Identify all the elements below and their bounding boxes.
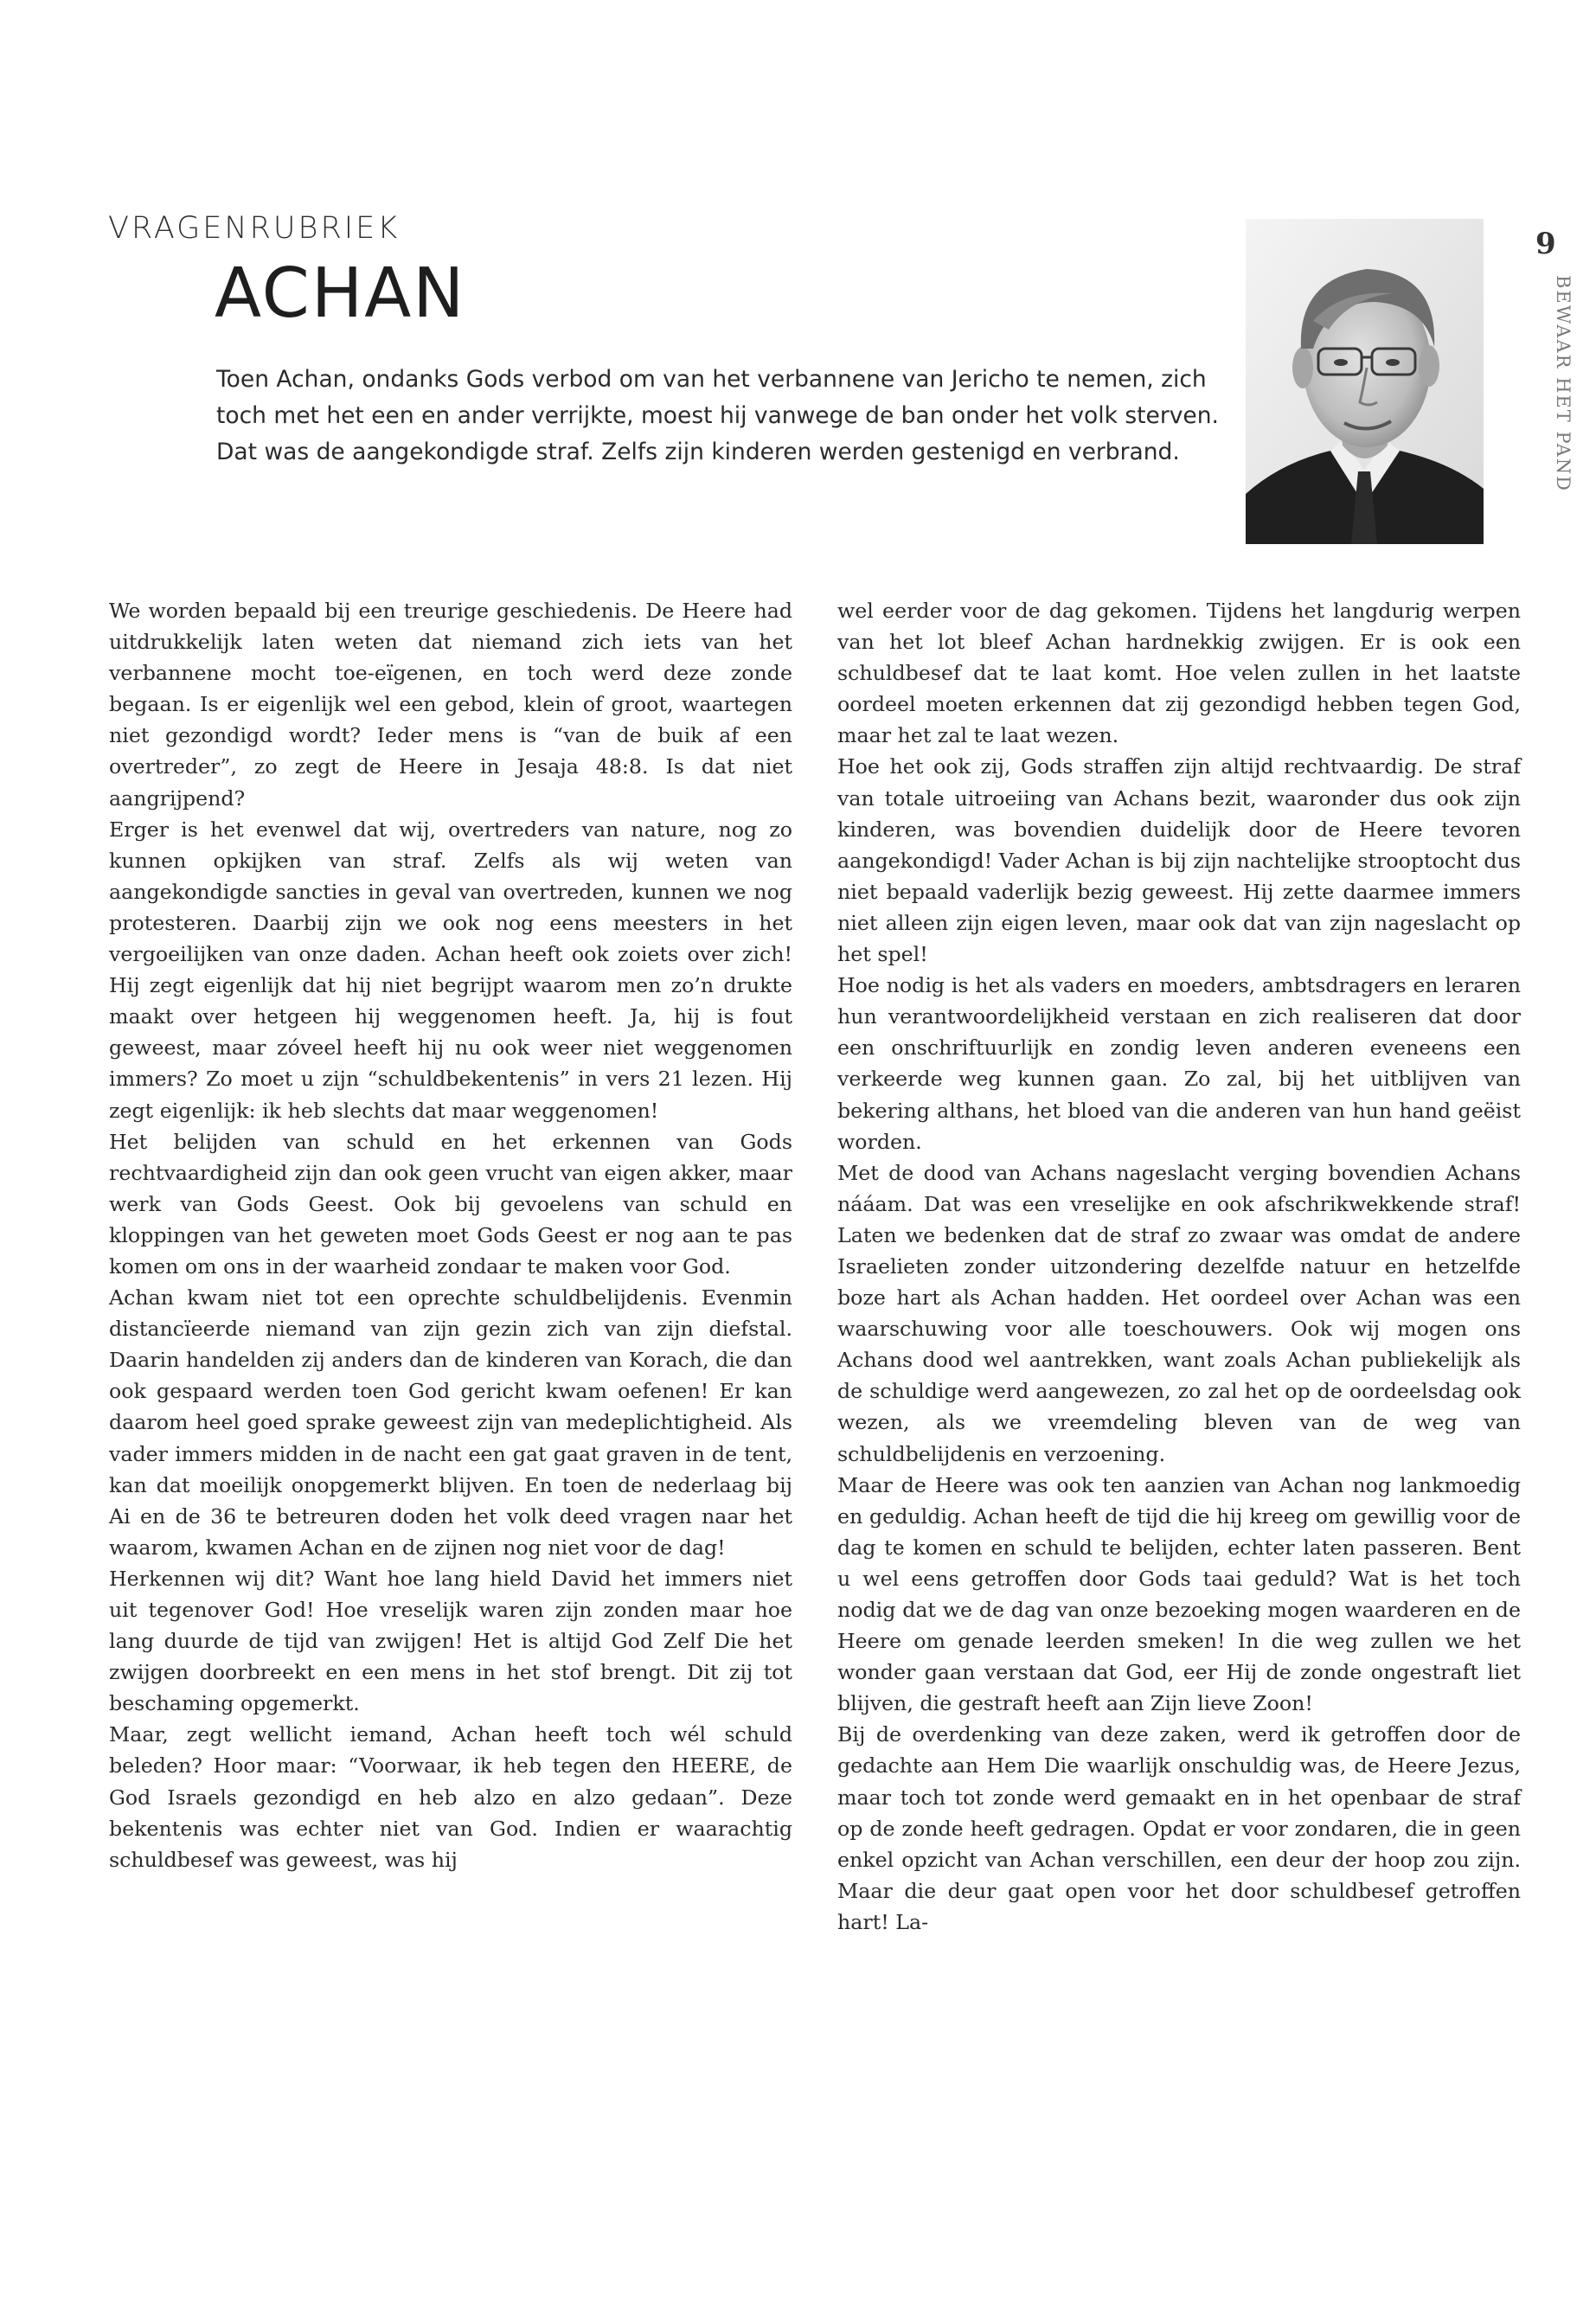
- article-paragraph: Hoe het ook zij, Gods straffen zijn altijd rechtvaardig. De straf van totale uitroeiing van Achans bezit, waaronder dus ook zijn kinderen, was bovendien duidelijk door de Heere tevoren aangekondigd! Vader Achan is bij zijn nachtelijke strooptocht dus niet bepaald vaderlijk bezig geweest. Hij zette daarmee immers niet alleen zijn eigen leven, maar ook dat van zijn nageslacht op het spel!: [837, 754, 1521, 967]
- section-label: VRAGENRUBRIEK: [108, 211, 401, 246]
- intro-text: Toen Achan, ondanks Gods verbod om van het verbannene van Jericho te nemen, zich toch met het een en ander verrijkte, moest hij vanwege de ban onder het volk sterven. Dat was de aangekondigde straf. Zelfs zijn kinderen werden gestenigd en verbrand.: [216, 366, 1219, 465]
- article-paragraph: We worden bepaald bij een treurige geschiedenis. De Heere had uitdrukkelijk laten weten dat niemand zich iets van het verbannene mocht toe-eïgenen, en toch werd deze zonde begaan. Is er eigenlijk wel een gebod, klein of groot, waartegen niet gezondigd wordt? Ieder mens is “van de buik af een overtreder”, zo zegt de Heere in Jesaja 48:8. Is dat niet aangrijpend?: [109, 599, 792, 811]
- running-head: [1524, 275, 1576, 500]
- article-intro: [216, 362, 1230, 471]
- article-paragraph: Het belijden van schuld en het erkennen van Gods rechtvaardigheid zijn dan ook geen vrucht van eigen akker, maar werk van Gods Geest. Ook bij gevoelens van schuld en kloppingen van het geweten moet Gods Geest er nog aan te pas komen om ons in der waarheid zondaar te maken voor God.: [109, 1129, 792, 1279]
- article-paragraph: Herkennen wij dit? Want hoe lang hield David het immers niet uit tegenover God! Hoe vreselijk waren zijn zonden maar hoe lang duurde de tijd van zwijgen! Het is altijd God Zelf Die het zwijgen doorbreekt en een mens in het stof brengt. Dit zij tot beschaming opgemerkt.: [109, 1566, 792, 1716]
- article-paragraph: Met de dood van Achans nageslacht verging bovendien Achans nááam. Dat was een vreselijke en ook afschrikwekkende straf! Laten we bedenken dat de straf zo zwaar was omdat de andere Israelieten zonder uitzondering dezelfde natuur en hetzelfde boze hart als Achan hadden. Het oordeel over Achan was een waarschuwing voor alle toeschouwers. Ook wij mogen ons Achans dood wel aantrekken, want zoals Achan publiekelijk als de schuldige werd aangewezen, zo zal het op de oordeelsdag ook wezen, als we vreemdeling bleven van de weg van schuldbelijdenis en verzoening.: [837, 1160, 1521, 1466]
- page-number: 9: [1535, 227, 1556, 261]
- author-portrait: [1246, 219, 1484, 544]
- article-paragraph: Maar, zegt wellicht iemand, Achan heeft toch wél schuld beleden? Hoor maar: “Voorwaar, ik heb tegen den HEERE, de God Israels gezondigd en heb alzo en alzo gedaan”. Deze bekentenis was echter niet van God. Indien er waarachtig schuldbesef was geweest, was hij: [109, 1722, 792, 1872]
- article-paragraph: wel eerder voor de dag gekomen. Tijdens het langdurig werpen van het lot bleef Achan hardnekkig zwijgen. Er is ook een schuldbesef dat te laat komt. Hoe velen zullen in het laatste oordeel moeten erkennen dat zij gezondigd hebben tegen God, maar het zal te laat wezen.: [837, 599, 1521, 748]
- article-paragraph: Maar de Heere was ook ten aanzien van Achan nog lankmoedig en geduldig. Achan heeft de tijd die hij kreeg om gewillig voor de dag te komen en schuld te belijden, echter laten passeren. Bent u wel eens getroffen door Gods taai geduld? Wat is het toch nodig dat we de dag van onze bezoeking mogen waarderen en de Heere om genade leerden smeken! In die weg zullen we het wonder gaan verstaan dat God, eer Hij de zonde ongestraft liet blijven, die gestraft heeft aan Zijn lieve Zoon!: [837, 1472, 1521, 1716]
- article-paragraph: Hoe nodig is het als vaders en moeders, ambtsdragers en leraren hun verantwoordelijkheid verstaan en zich realiseren dat door een onschriftuurlijk en zondig leven anderen eveneens een verkeerde weg kunnen gaan. Zo zal, bij het uitblijven van bekering althans, het bloed van die anderen van hun hand geëist worden.: [837, 973, 1521, 1154]
- article-paragraph: Erger is het evenwel dat wij, overtreders van nature, nog zo kunnen opkijken van straf. Zelfs als wij weten van aangekondigde sancties in geval van overtreden, kunnen we nog protesteren. Daarbij zijn we ook nog eens meesters in het vergoeilijken van onze daden. Achan heeft ook zoiets over zich! Hij zegt eigenlijk dat hij niet begrijpt waarom men zo’n drukte maakt over hetgeen hij weggenomen heeft. Ja, hij is fout geweest, maar zóveel heeft hij nu ook weer niet weggenomen immers? Zo moet u zijn “schuldbekentenis” in vers 21 lezen. Hij zegt eigenlijk: ik heb slechts dat maar weggenomen!: [109, 817, 792, 1123]
- article-title: ACHAN: [215, 253, 466, 333]
- article-column-left: [109, 595, 792, 1875]
- article-column-right: [837, 595, 1521, 1938]
- article-paragraph: Bij de overdenking van deze zaken, werd ik getroffen door de gedachte aan Hem Die waarlijk onschuldig was, de Heere Jezus, maar toch tot zonde werd gemaakt en in het openbaar de straf op de zonde heeft gedragen. Opdat er voor zondaren, die in geen enkel opzicht van Achan verschillen, een deur der hoop zou zijn. Maar die deur gaat open voor het door schuldbesef getroffen hart! La-: [837, 1722, 1521, 1934]
- author-portrait-photo-icon: [1246, 219, 1484, 544]
- article-paragraph: Achan kwam niet tot een oprechte schuldbelijdenis. Evenmin distancïeerde niemand van zijn gezin zich van zijn diefstal. Daarin handelden zij anders dan de kinderen van Korach, die dan ook gespaard werden toen God gericht kwam oefenen! Er kan daarom heel goed sprake geweest zijn van medeplichtigheid. Als vader immers midden in de nacht een gat gaat graven in de tent, kan dat moeilijk onopgemerkt blijven. En toen de nederlaag bij Ai en de 36 te betreuren doden het volk deed vragen naar het waarom, kwamen Achan en de zijnen nog niet voor de dag!: [109, 1285, 792, 1560]
- running-head-text: BEWAAR HET PAND: [1553, 275, 1574, 493]
